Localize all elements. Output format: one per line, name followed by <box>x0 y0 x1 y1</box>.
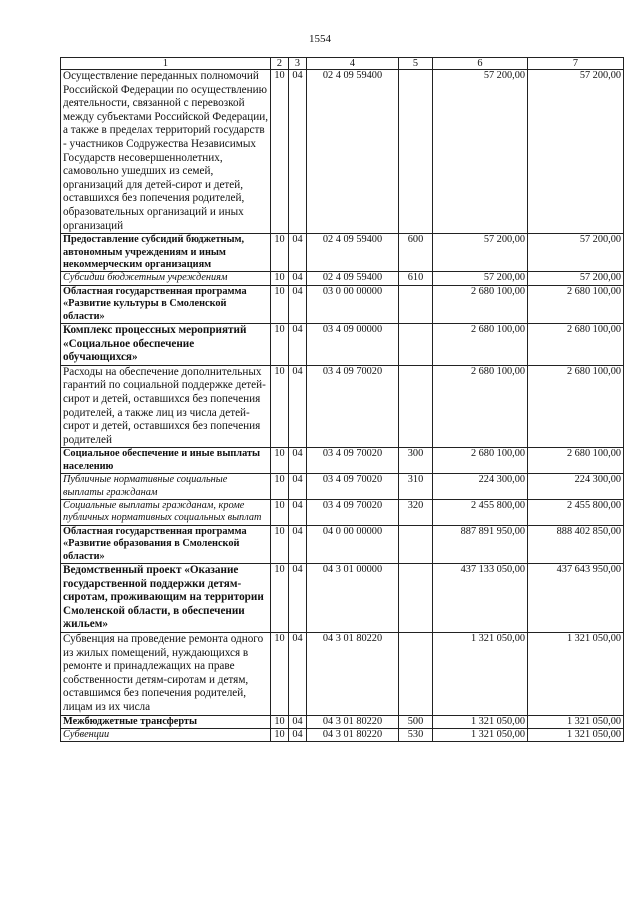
subsection-code-cell: 04 <box>289 70 307 234</box>
table-row <box>61 728 624 741</box>
item-name-cell: Субвенции <box>61 728 271 741</box>
amount-year2-cell: 57 200,00 <box>528 234 624 272</box>
item-name-cell: Публичные нормативные социальные выплаты гражданам <box>61 474 271 500</box>
table-row <box>61 285 624 323</box>
expense-type-cell: 310 <box>399 474 433 500</box>
expense-type-cell <box>399 563 433 632</box>
table-row <box>61 474 624 500</box>
subsection-code-cell: 04 <box>289 365 307 448</box>
table-body <box>61 70 624 742</box>
section-code-cell: 10 <box>271 365 289 448</box>
subsection-code-cell: 04 <box>289 632 307 715</box>
amount-year1-cell: 57 200,00 <box>433 272 528 285</box>
amount-year1-cell: 1 321 050,00 <box>433 728 528 741</box>
subsection-code-cell: 04 <box>289 448 307 474</box>
amount-year1-cell: 224 300,00 <box>433 474 528 500</box>
amount-year1-cell: 2 680 100,00 <box>433 323 528 365</box>
subsection-code-cell: 04 <box>289 563 307 632</box>
section-code-cell: 10 <box>271 70 289 234</box>
section-code-cell: 10 <box>271 563 289 632</box>
item-name-cell: Субвенция на проведение ремонта одного из жилых помещений, нуждающихся в ремонте и принадлежащих на праве собственности детям-сиротам и детям, оставшимся без попечения родителей, лицам из их числа <box>61 632 271 715</box>
subsection-code-cell: 04 <box>289 728 307 741</box>
item-name-cell: Субсидии бюджетным учреждениям <box>61 272 271 285</box>
amount-year2-cell: 2 680 100,00 <box>528 285 624 323</box>
table-row <box>61 272 624 285</box>
amount-year1-cell: 57 200,00 <box>433 234 528 272</box>
table-row <box>61 563 624 632</box>
column-header: 2 <box>271 58 289 70</box>
amount-year2-cell: 1 321 050,00 <box>528 632 624 715</box>
item-name-cell: Осуществление переданных полномочий Российской Федерации по осуществлению деятельности, связанной с перевозкой между субъектами Российской Федерации, а также в пределах территорий государств - участников Содружества Независимых Государств несовершеннолетних, самовольно ушедших из семей, организаций для детей-сирот и детей, оставшихся без попечения родителей, образовательных организаций и иных организаций <box>61 70 271 234</box>
expense-type-cell <box>399 525 433 563</box>
item-name-cell: Расходы на обеспечение дополнительных гарантий по социальной поддержке детей-сирот и детей, оставшихся без попечения родителей, а также лиц из числа детей-сирот и детей, оставшихся без попечения родителей <box>61 365 271 448</box>
expense-type-cell: 600 <box>399 234 433 272</box>
budget-table <box>60 57 624 742</box>
table-header-row <box>61 58 624 70</box>
target-article-cell: 03 4 09 70020 <box>307 499 399 525</box>
section-code-cell: 10 <box>271 234 289 272</box>
item-name-cell: Социальное обеспечение и иные выплаты населению <box>61 448 271 474</box>
item-name-cell: Ведомственный проект «Оказание государственной поддержки детям-сиротам, проживающим на территории Смоленской области, в обеспечении жильем» <box>61 563 271 632</box>
section-code-cell: 10 <box>271 728 289 741</box>
table-row <box>61 323 624 365</box>
section-code-cell: 10 <box>271 499 289 525</box>
target-article-cell: 02 4 09 59400 <box>307 234 399 272</box>
section-code-cell: 10 <box>271 632 289 715</box>
expense-type-cell <box>399 70 433 234</box>
amount-year2-cell: 2 680 100,00 <box>528 448 624 474</box>
item-name-cell: Социальные выплаты гражданам, кроме публичных нормативных социальных выплат <box>61 499 271 525</box>
amount-year2-cell: 224 300,00 <box>528 474 624 500</box>
item-name-cell: Областная государственная программа «Развитие культуры в Смоленской области» <box>61 285 271 323</box>
amount-year1-cell: 1 321 050,00 <box>433 715 528 728</box>
target-article-cell: 04 3 01 80220 <box>307 632 399 715</box>
target-article-cell: 04 3 01 80220 <box>307 715 399 728</box>
subsection-code-cell: 04 <box>289 525 307 563</box>
amount-year2-cell: 2 680 100,00 <box>528 365 624 448</box>
amount-year2-cell: 2 680 100,00 <box>528 323 624 365</box>
amount-year2-cell: 888 402 850,00 <box>528 525 624 563</box>
expense-type-cell <box>399 632 433 715</box>
target-article-cell: 03 4 09 70020 <box>307 365 399 448</box>
expense-type-cell: 530 <box>399 728 433 741</box>
subsection-code-cell: 04 <box>289 715 307 728</box>
amount-year1-cell: 437 133 050,00 <box>433 563 528 632</box>
column-header: 3 <box>289 58 307 70</box>
column-header: 7 <box>528 58 624 70</box>
table-row <box>61 234 624 272</box>
expense-type-cell <box>399 365 433 448</box>
amount-year1-cell: 1 321 050,00 <box>433 632 528 715</box>
table-row <box>61 70 624 234</box>
amount-year1-cell: 57 200,00 <box>433 70 528 234</box>
table-row <box>61 448 624 474</box>
expense-type-cell <box>399 323 433 365</box>
section-code-cell: 10 <box>271 525 289 563</box>
expense-type-cell: 500 <box>399 715 433 728</box>
table-row <box>61 632 624 715</box>
subsection-code-cell: 04 <box>289 499 307 525</box>
table-row <box>61 525 624 563</box>
expense-type-cell <box>399 285 433 323</box>
target-article-cell: 03 4 09 70020 <box>307 448 399 474</box>
page-number: 1554 <box>309 33 331 45</box>
target-article-cell: 02 4 09 59400 <box>307 70 399 234</box>
subsection-code-cell: 04 <box>289 285 307 323</box>
item-name-cell: Комплекс процессных мероприятий «Социальное обеспечение обучающихся» <box>61 323 271 365</box>
amount-year2-cell: 1 321 050,00 <box>528 728 624 741</box>
target-article-cell: 03 4 09 00000 <box>307 323 399 365</box>
amount-year2-cell: 1 321 050,00 <box>528 715 624 728</box>
amount-year1-cell: 2 455 800,00 <box>433 499 528 525</box>
item-name-cell: Областная государственная программа «Развитие образования в Смоленской области» <box>61 525 271 563</box>
column-header: 6 <box>433 58 528 70</box>
section-code-cell: 10 <box>271 323 289 365</box>
section-code-cell: 10 <box>271 715 289 728</box>
section-code-cell: 10 <box>271 272 289 285</box>
section-code-cell: 10 <box>271 285 289 323</box>
subsection-code-cell: 04 <box>289 323 307 365</box>
target-article-cell: 04 3 01 00000 <box>307 563 399 632</box>
column-header: 1 <box>61 58 271 70</box>
amount-year2-cell: 57 200,00 <box>528 70 624 234</box>
subsection-code-cell: 04 <box>289 234 307 272</box>
amount-year2-cell: 57 200,00 <box>528 272 624 285</box>
section-code-cell: 10 <box>271 474 289 500</box>
item-name-cell: Межбюджетные трансферты <box>61 715 271 728</box>
subsection-code-cell: 04 <box>289 272 307 285</box>
subsection-code-cell: 04 <box>289 474 307 500</box>
amount-year1-cell: 887 891 950,00 <box>433 525 528 563</box>
expense-type-cell: 610 <box>399 272 433 285</box>
expense-type-cell: 320 <box>399 499 433 525</box>
column-header: 4 <box>307 58 399 70</box>
amount-year1-cell: 2 680 100,00 <box>433 365 528 448</box>
target-article-cell: 02 4 09 59400 <box>307 272 399 285</box>
section-code-cell: 10 <box>271 448 289 474</box>
table-row <box>61 715 624 728</box>
target-article-cell: 04 3 01 80220 <box>307 728 399 741</box>
amount-year1-cell: 2 680 100,00 <box>433 285 528 323</box>
amount-year2-cell: 437 643 950,00 <box>528 563 624 632</box>
column-header: 5 <box>399 58 433 70</box>
target-article-cell: 03 4 09 70020 <box>307 474 399 500</box>
table-row <box>61 499 624 525</box>
target-article-cell: 03 0 00 00000 <box>307 285 399 323</box>
amount-year2-cell: 2 455 800,00 <box>528 499 624 525</box>
item-name-cell: Предоставление субсидий бюджетным, автономным учреждениям и иным некоммерческим организациям <box>61 234 271 272</box>
amount-year1-cell: 2 680 100,00 <box>433 448 528 474</box>
target-article-cell: 04 0 00 00000 <box>307 525 399 563</box>
table-row <box>61 365 624 448</box>
expense-type-cell: 300 <box>399 448 433 474</box>
